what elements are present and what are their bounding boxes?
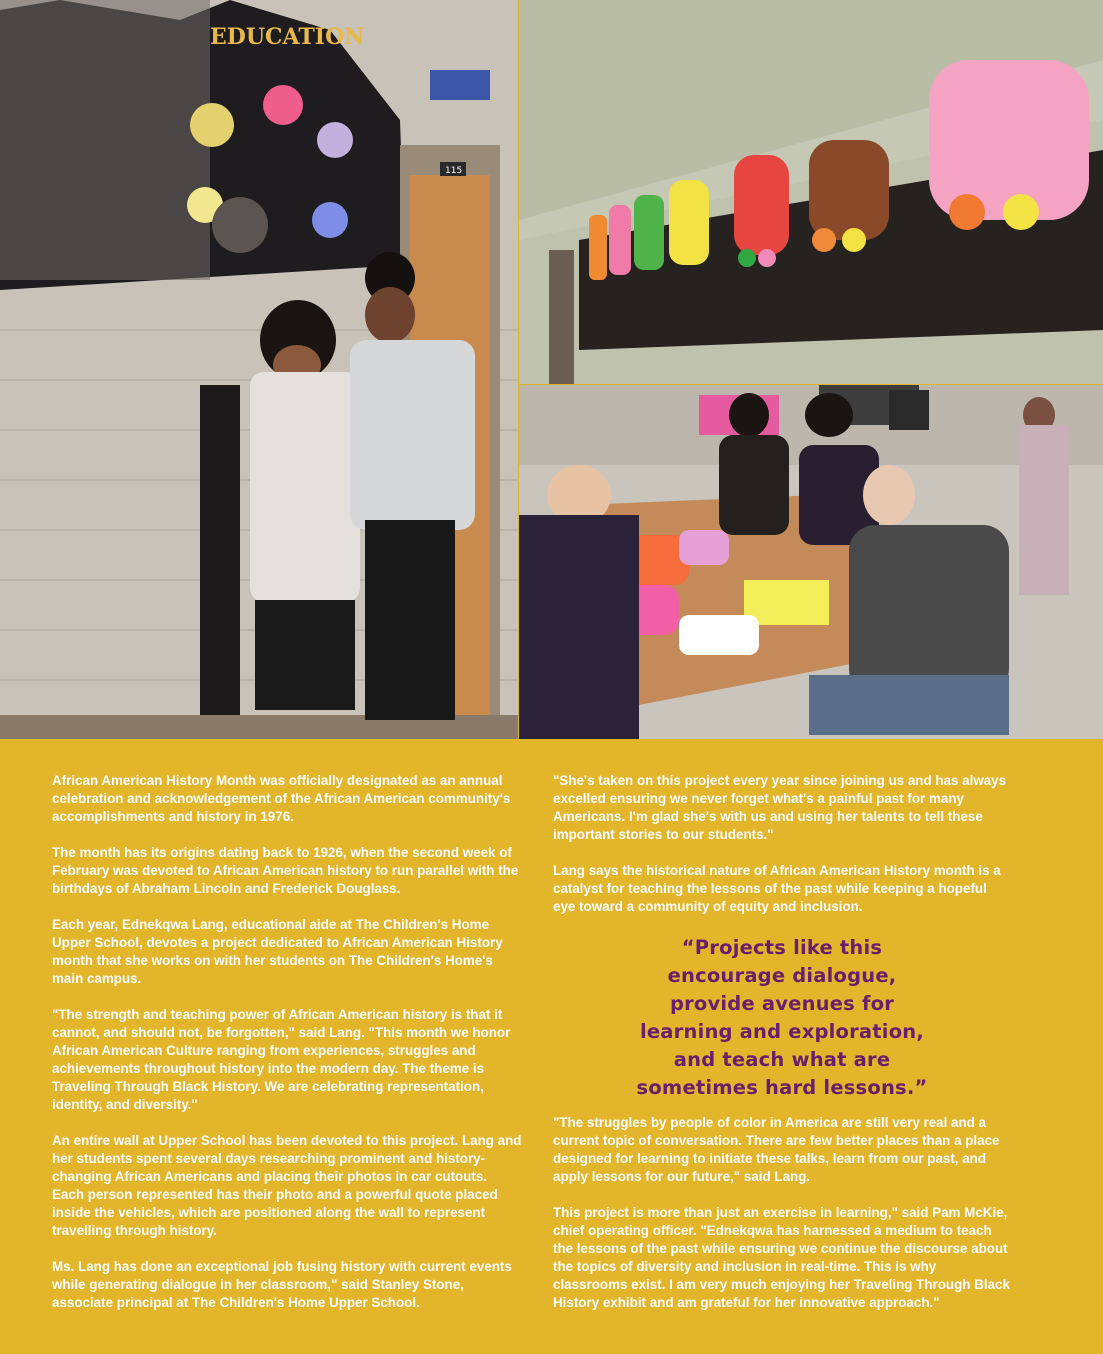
paragraph: Lang says the historical nature of African American History month is a catalyst for teaching the lessons of the past while keeping a hopeful eye toward a community of equity and inclusion. (553, 863, 1001, 914)
paragraph: African American History Month was officially designated as an annual celebration and acknowledgement of the African American community's accomplishments and history in 1976. (52, 773, 511, 824)
wall-title-text: EDUCATION (210, 24, 365, 50)
photo-students-crafting (519, 385, 1103, 739)
paragraph: An entire wall at Upper School has been devoted to this project. Lang and her students spent several days researching prominent and history-changing African Americans and placing their photos in car cutouts. Each person represented has their photo and a powerful quote placed inside the vehicles, which are positioned along the wall to represent travelling through history. (52, 1133, 522, 1238)
paragraph: "She's taken on this project every year since joining us and has always excelled ensuring we never forget what's a painful past for many Americans. I'm glad she's with us and using her talents to tell these important stories to our students." (553, 773, 1007, 842)
photo-hallway-educators (0, 0, 518, 739)
paragraph: This project is more than just an exercise in learning," said Pam McKie, chief operating officer. "Ednekqwa has harnessed a medium to teach the lessons of the past while ensuring we continue the discourse about the topics of diversity and inclusion in real-time. This is why classrooms exist. I am very much enjoying her Traveling Through Black History exhibit and am grateful for her innovative approach." (553, 1205, 1010, 1310)
paragraph: Ms. Lang has done an exceptional job fusing history with current events while generating dialogue in her classroom," said Stanley Stone, associate principal at The Children's Home Upper School. (52, 1259, 512, 1310)
article-body (0, 739, 1103, 1354)
photo-car-cutouts-wall (519, 0, 1103, 384)
paragraph: The month has its origins dating back to 1926, when the second week of February was devoted to African American history to run parallel with the birthdays of Abraham Lincoln and Frederick Douglass. (52, 845, 519, 896)
pull-quote: “Projects like this encourage dialogue, provide avenues for learning and exploration, and teach what are sometimes hard lessons.” (636, 936, 928, 1099)
room-number-text: 115 (445, 166, 463, 176)
paragraph: Each year, Ednekqwa Lang, educational aide at The Children's Home Upper School, devotes a project dedicated to African American History month that she works on with her students on The Children's Home's main campus. (52, 917, 503, 986)
paragraph: "The strength and teaching power of African American history is that it cannot, and should not, be forgotten," said Lang. "This month we honor African American Culture ranging from experiences, struggles and achievements throughout history into the modern day. The theme is Traveling Through Black History. We are celebrating representation, identity, and diversity." (52, 1007, 511, 1112)
article-column-right (553, 772, 1011, 1330)
paragraph: "The struggles by people of color in America are still very real and a current topic of conversation. There are few better places than a place designed for learning to initiate these talks, learn from our past, and apply lessons for our future," said Lang. (553, 1115, 1000, 1184)
article-column-left (52, 772, 522, 1330)
